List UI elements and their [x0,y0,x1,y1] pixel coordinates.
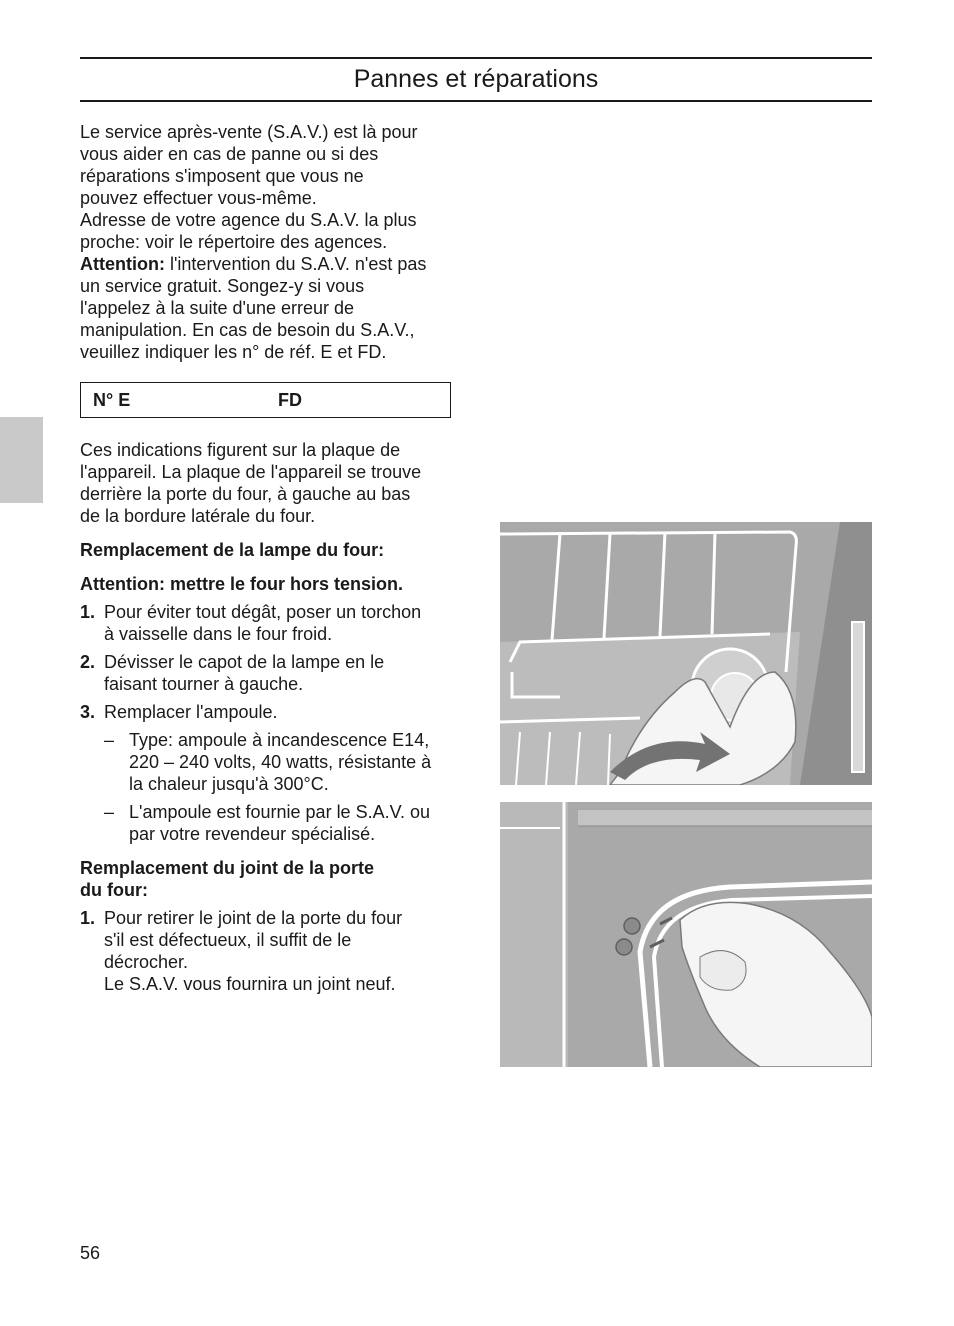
oven-frame-left [500,802,568,1067]
seal-hook-hole-upper [624,918,640,934]
step-number: 3. [80,702,96,722]
intro-line: Le service après-vente (S.A.V.) est là pour [80,122,418,142]
step-number: 2. [80,652,96,672]
header-bottom-rule [80,100,872,102]
plate-line: l'appareil. La plaque de l'appareil se trouve [80,462,422,482]
door-hinge-strip [852,622,864,772]
sub-item-line: Type: ampoule à incandescence E14, [129,730,430,750]
seal-removal-illustration [500,802,872,1067]
attention-label: Attention: [80,254,165,274]
dash-marker: – [104,730,115,750]
intro-line: réparations s'imposent que vous ne [80,166,364,186]
sub-item-line: par votre revendeur spécialisé. [129,824,376,844]
step-line: Remplacer l'ampoule. [104,702,278,722]
header-top-rule [80,57,872,59]
heading-line: du four: [80,880,148,900]
attention-line: veuillez indiquer les n° de réf. E et FD. [80,342,387,362]
reference-number-box [80,382,451,418]
step-line: Pour éviter tout dégât, poser un torchon [104,602,422,622]
seal-removal-drawing [500,802,872,1067]
seal-hook-hole-lower [616,939,632,955]
page-number: 56 [80,1243,101,1263]
intro-line: proche: voir le répertoire des agences. [80,232,388,252]
sub-item-line: L'ampoule est fournie par le S.A.V. ou [129,802,430,822]
step-line: s'il est défectueux, il suffit de le [104,930,352,950]
oven-top-edge [578,810,872,826]
heading-line: Remplacement du joint de la porte [80,858,375,878]
attention-line: l'appelez à la suite d'une erreur de [80,298,355,318]
plate-line: de la bordure latérale du four. [80,506,316,526]
e-number-label: N° E [93,390,131,410]
sub-item-line: 220 – 240 volts, 40 watts, résistante à [129,752,432,772]
plate-info-paragraph [80,439,452,527]
step-line: à vaisselle dans le four froid. [104,624,333,644]
step-line: Pour retirer le joint de la porte du four [104,908,403,928]
intro-paragraph [80,121,452,363]
step-line: décrocher. [104,952,189,972]
plate-line: derrière la porte du four, à gauche au bas [80,484,411,504]
page-title: Pannes et réparations [353,65,599,93]
intro-line: Adresse de votre agence du S.A.V. la plus [80,210,417,230]
lamp-removal-illustration [500,522,872,785]
fd-number-label: FD [278,390,302,410]
attention-text: l'intervention du S.A.V. n'est pas [164,254,427,274]
intro-line: pouvez effectuer vous-même. [80,188,317,208]
finger-drawing [700,951,746,991]
dash-marker: – [104,802,115,822]
plate-line: Ces indications figurent sur la plaque de [80,440,401,460]
sub-item-line: la chaleur jusqu'à 300°C. [129,774,329,794]
section-side-tab [0,417,43,503]
attention-line [80,253,452,275]
lamp-section-heading: Remplacement de la lampe du four: [80,540,385,560]
seal-section-heading [80,857,452,901]
attention-line: un service gratuit. Songez-y si vous [80,276,365,296]
step-line: Dévisser le capot de la lampe en le [104,652,385,672]
step-line: faisant tourner à gauche. [104,674,304,694]
intro-line: vous aider en cas de panne ou si des [80,144,379,164]
step-number: 1. [80,602,96,622]
lamp-removal-drawing [500,522,872,785]
step-line: Le S.A.V. vous fournira un joint neuf. [104,974,396,994]
step-number: 1. [80,908,96,928]
lamp-power-warning: Attention: mettre le four hors tension. [80,574,404,594]
attention-line: manipulation. En cas de besoin du S.A.V., [80,320,415,340]
